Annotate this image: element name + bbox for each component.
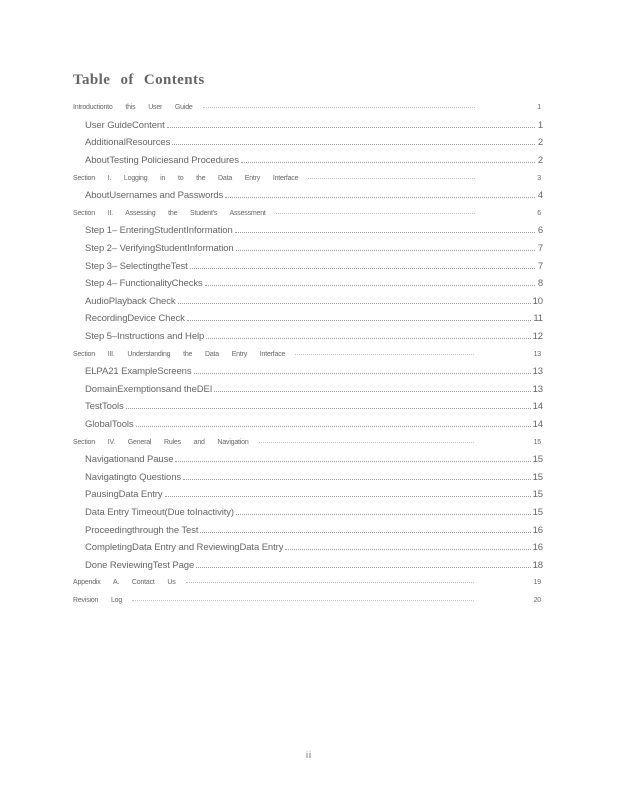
- toc-subsection-entry[interactable]: [0, 504, 618, 522]
- toc-entry-line: [85, 542, 543, 553]
- toc-entry-label: ELPA21 ExampleScreens: [85, 366, 192, 378]
- toc-entry-label: Step 1– EnteringStudentInformation: [85, 225, 233, 237]
- toc-page-number: 15: [532, 489, 543, 501]
- toc-entry-line: [85, 278, 543, 289]
- toc-section-entry[interactable]: [0, 574, 618, 592]
- dot-leader: [183, 478, 531, 480]
- toc-page-number: 13: [533, 350, 541, 358]
- toc-entry-label: Section I. Logging in to the Data Entry Interface: [73, 174, 299, 182]
- toc-entry-line: [73, 210, 543, 217]
- dot-leader: [136, 425, 531, 427]
- toc-page-number: 2: [537, 137, 543, 149]
- toc-page-number: 19: [533, 579, 541, 587]
- toc-page-number: 7: [537, 260, 543, 272]
- toc-subsection-entry[interactable]: [0, 398, 618, 416]
- dot-leader: [200, 531, 530, 533]
- toc-section-entry[interactable]: [0, 205, 618, 223]
- dot-leader: [167, 126, 535, 128]
- toc-subsection-entry[interactable]: [0, 240, 618, 258]
- toc-subsection-entry[interactable]: [0, 134, 618, 152]
- dot-leader: [259, 441, 474, 443]
- toc-entry-label: Section IV. General Rules and Navigation: [73, 438, 249, 446]
- toc-entry-line: [85, 489, 543, 500]
- toc-entry-line: [85, 384, 543, 395]
- toc-entry-label: GlobalTools: [85, 418, 134, 430]
- toc-entry-label: PausingData Entry: [85, 489, 163, 501]
- toc-page-number: 15: [532, 471, 543, 483]
- toc-subsection-entry[interactable]: [0, 363, 618, 381]
- toc-subsection-entry[interactable]: [0, 381, 618, 399]
- toc-entry-label: Step 4– FunctionalityChecks: [85, 278, 203, 290]
- toc-entry-line: [85, 137, 543, 148]
- toc-entry-label: Proceedingthrough the Test: [85, 524, 199, 536]
- toc-entry-line: [73, 597, 543, 604]
- toc-entry-line: [85, 401, 543, 412]
- dot-leader: [236, 249, 535, 251]
- toc-page-number: 1: [537, 119, 543, 131]
- dot-leader: [178, 302, 531, 304]
- toc-subsection-entry[interactable]: [0, 275, 618, 293]
- toc-page-number: 16: [532, 542, 543, 554]
- toc-subsection-entry[interactable]: [0, 257, 618, 275]
- toc-entry-label: Introductionto this User Guide: [73, 104, 193, 112]
- dot-leader: [236, 513, 531, 515]
- dot-leader: [172, 143, 535, 145]
- toc-entry-line: [85, 366, 543, 377]
- dot-leader: [132, 599, 474, 601]
- toc-page-number: 11: [533, 313, 543, 325]
- toc-entry-label: Section II. Assessing the Student's Assessment: [73, 209, 266, 217]
- toc-entry-line: [73, 104, 543, 111]
- toc-entry-label: Navigationand Pause: [85, 454, 174, 466]
- toc-subsection-entry[interactable]: [0, 152, 618, 170]
- toc-subsection-entry[interactable]: [0, 521, 618, 539]
- toc-entry-line: [85, 472, 543, 483]
- toc-page-number: 2: [537, 155, 543, 167]
- toc-entry-label: CompletingData Entry and ReviewingData Entry: [85, 542, 284, 554]
- toc-entry-line: [73, 579, 543, 586]
- dot-leader: [196, 566, 530, 568]
- toc-entry-line: [85, 454, 543, 465]
- dot-leader: [165, 495, 531, 497]
- toc-page-number: 3: [537, 174, 541, 182]
- toc-subsection-entry[interactable]: [0, 486, 618, 504]
- dot-leader: [295, 353, 473, 355]
- toc-entry-line: [85, 313, 543, 324]
- dot-leader: [203, 106, 475, 108]
- toc-entry-label: Step 2– VerifyingStudentInformation: [85, 243, 234, 255]
- toc-entry-line: [85, 507, 543, 518]
- toc-entry-line: [85, 120, 543, 131]
- toc-entry-label: Done ReviewingTest Page: [85, 559, 195, 571]
- toc-entry-label: AboutUsernames and Passwords: [85, 190, 224, 202]
- toc-page-number: 15: [533, 438, 541, 446]
- toc-section-entry[interactable]: [0, 592, 618, 610]
- toc-subsection-entry[interactable]: [0, 187, 618, 205]
- toc-entry-label: AboutTesting Policiesand Procedures: [85, 155, 239, 167]
- toc-subsection-entry[interactable]: [0, 310, 618, 328]
- toc-subsection-entry[interactable]: [0, 539, 618, 557]
- toc-page-number: 15: [532, 506, 543, 518]
- dot-leader: [276, 212, 475, 214]
- toc-page-number: 4: [537, 190, 543, 202]
- dot-leader: [225, 196, 535, 198]
- toc-page-number: 13: [532, 383, 543, 395]
- toc-page-number: 20: [533, 596, 541, 604]
- toc-page-number: 6: [537, 209, 541, 217]
- toc-page-number: 8: [537, 278, 543, 290]
- dot-leader: [186, 581, 474, 583]
- toc-section-entry[interactable]: [0, 345, 618, 363]
- dot-leader: [206, 337, 530, 339]
- toc-entry-line: [73, 351, 543, 358]
- toc-entry-label: Step 3– SelectingtheTest: [85, 260, 188, 272]
- toc-entry-label: Revision Log: [73, 596, 123, 604]
- toc-entry-label: Section III. Understanding the Data Entry Interface: [73, 350, 286, 358]
- toc-entry-label: AdditionalResources: [85, 137, 171, 149]
- toc-page-number: 14: [532, 401, 543, 413]
- toc-entry-line: [85, 525, 543, 536]
- toc-entry-line: [85, 225, 543, 236]
- toc-page-number: 13: [532, 366, 543, 378]
- toc-subsection-entry[interactable]: [0, 117, 618, 135]
- toc-entry-label: DomainExemptionsand theDEI: [85, 383, 213, 395]
- dot-leader: [194, 372, 531, 374]
- dot-leader: [285, 548, 530, 550]
- toc-subsection-entry[interactable]: [0, 556, 618, 574]
- toc-page-number: 12: [532, 331, 543, 343]
- toc-entry-line: [85, 190, 543, 201]
- toc-entry-line: [85, 296, 543, 307]
- toc-entry-label: Data Entry Timeout(Due toInactivity): [85, 506, 234, 518]
- toc-entry-label: Step 5–Instructions and Help: [85, 331, 205, 343]
- toc-page-number: 18: [532, 559, 543, 571]
- toc-section-entry[interactable]: [0, 433, 618, 451]
- table-of-contents: [0, 99, 618, 609]
- toc-entry-line: [85, 243, 543, 254]
- dot-leader: [235, 231, 535, 233]
- toc-page-number: 6: [537, 225, 543, 237]
- page-number: ii: [306, 750, 312, 760]
- dot-leader: [241, 161, 535, 163]
- toc-subsection-entry[interactable]: [0, 416, 618, 434]
- toc-entry-label: TestTools: [85, 401, 124, 413]
- toc-entry-line: [85, 560, 543, 571]
- toc-page-number: 1: [537, 104, 541, 112]
- toc-entry-line: [85, 331, 543, 342]
- dot-leader: [190, 267, 535, 269]
- toc-page-number: 14: [532, 418, 543, 430]
- dot-leader: [214, 390, 530, 392]
- toc-entry-line: [85, 419, 543, 430]
- toc-section-entry[interactable]: [0, 169, 618, 187]
- toc-entry-line: [85, 155, 543, 166]
- dot-leader: [205, 284, 535, 286]
- toc-entry-label: Navigatingto Questions: [85, 471, 182, 483]
- toc-entry-label: AudioPlayback Check: [85, 295, 176, 307]
- toc-subsection-entry[interactable]: [0, 451, 618, 469]
- toc-section-entry[interactable]: [0, 99, 618, 117]
- toc-page-number: 16: [532, 524, 543, 536]
- toc-entry-label: Appendix A. Contact Us: [73, 579, 176, 587]
- toc-page-number: 15: [532, 454, 543, 466]
- page-title: Table of Contents: [73, 72, 205, 88]
- toc-entry-line: [73, 175, 543, 182]
- toc-entry-label: RecordingDevice Check: [85, 313, 185, 325]
- toc-subsection-entry[interactable]: [0, 328, 618, 346]
- dot-leader: [126, 407, 531, 409]
- toc-page-number: 10: [532, 295, 543, 307]
- toc-subsection-entry[interactable]: [0, 293, 618, 311]
- toc-subsection-entry[interactable]: [0, 468, 618, 486]
- toc-page-number: 7: [537, 243, 543, 255]
- toc-entry-line: [85, 261, 543, 272]
- dot-leader: [175, 460, 530, 462]
- toc-subsection-entry[interactable]: [0, 222, 618, 240]
- dot-leader: [308, 177, 475, 179]
- toc-entry-label: User GuideContent: [85, 119, 165, 131]
- toc-entry-line: [73, 439, 543, 446]
- dot-leader: [187, 319, 532, 321]
